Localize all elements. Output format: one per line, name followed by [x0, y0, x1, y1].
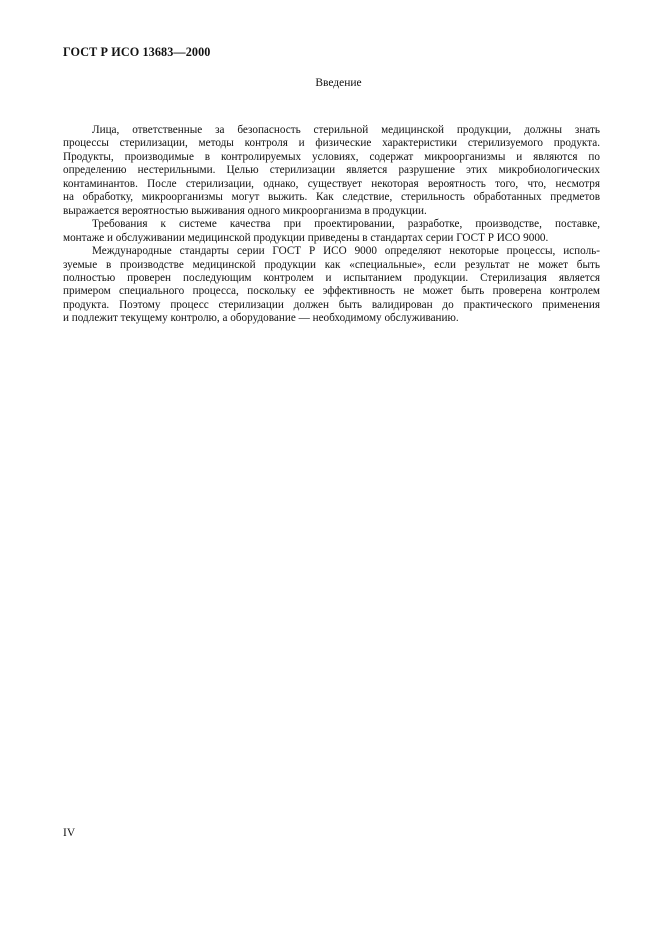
text-line: Продукты, производимые в контролируемых условиях, содержат микроорганизмы и являются по: [63, 150, 600, 163]
paragraph-3: [63, 245, 600, 326]
text-line: контаминантов. После стерилизации, однако, существует некоторая вероятность того, что, несмотря: [63, 177, 600, 190]
text-line: Требования к системе качества при проектировании, разработке, производстве, поставке,: [92, 218, 600, 231]
text-line: примером специального процесса, поскольку ее эффективность не может быть проверена контролем: [63, 285, 600, 298]
text-line: и подлежит текущему контролю, а оборудование — необходимому обслуживанию.: [63, 312, 459, 325]
document-body: [63, 124, 600, 326]
text-line: определению нестерильными. Целью стерилизации является разрушение этих микробиологических: [63, 164, 600, 177]
paragraph-1: [63, 124, 600, 218]
text-line: процессы стерилизации, методы контроля и физические характеристики стерилизуемого продукта.: [63, 137, 600, 150]
section-title: Введение: [315, 77, 362, 89]
text-line: на обработку, микроорганизмы могут выжить. Как следствие, стерильность обработанных предметов: [63, 191, 600, 204]
text-line: монтаже и обслуживании медицинской продукции приведены в стандартах серии ГОСТ Р ИСО 9000.: [63, 231, 549, 244]
page-number: IV: [63, 827, 76, 839]
text-line: продукта. Поэтому процесс стерилизации должен быть валидирован до практического применения: [63, 298, 600, 311]
paragraph-2: [63, 218, 600, 245]
text-line: выражается вероятностью выживания одного микроорганизма в продукции.: [63, 204, 427, 217]
text-line: Международные стандарты серии ГОСТ Р ИСО 9000 определяют некоторые процессы, исполь-: [92, 245, 600, 258]
document-header-standard-number: ГОСТ Р ИСО 13683—2000: [63, 45, 211, 59]
text-line: полностью проверен последующим контролем и испытанием продукции. Стерилизация является: [63, 271, 600, 284]
text-line: Лица, ответственные за безопасность стерильной медицинской продукции, должны знать: [92, 124, 600, 136]
text-line: зуемые в производстве медицинской продукции как «специальные», если результат не может быть: [63, 258, 600, 271]
